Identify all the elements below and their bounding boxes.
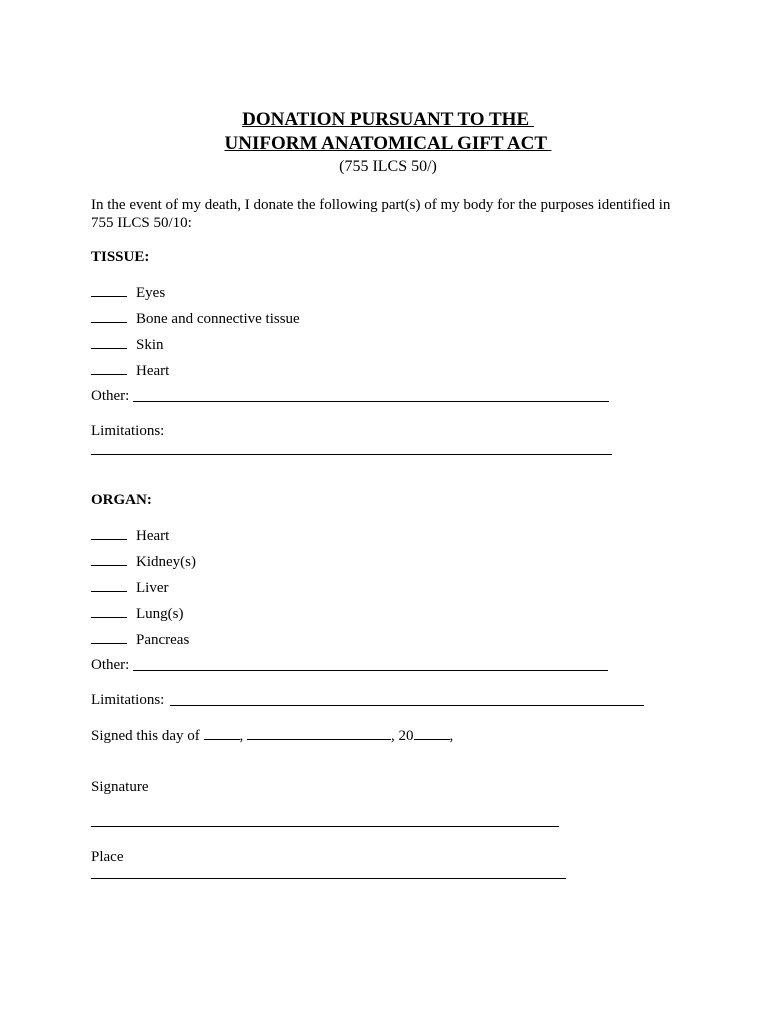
organ-other-field[interactable] xyxy=(133,670,608,671)
organ-item-label: Lung(s) xyxy=(136,606,184,622)
organ-item-label: Heart xyxy=(136,528,170,544)
tissue-item-eyes[interactable] xyxy=(91,283,165,302)
organ-other-label: Other: xyxy=(91,657,130,673)
signed-date-line xyxy=(91,726,453,745)
organ-heading: ORGAN: xyxy=(91,492,152,508)
tissue-other-field[interactable] xyxy=(133,401,609,402)
signed-prefix: Signed this day of xyxy=(91,728,200,744)
organ-item-label: Pancreas xyxy=(136,632,190,648)
signed-comma: , xyxy=(239,728,244,744)
title-line-1: DONATION PURSUANT TO THE xyxy=(242,109,534,130)
tissue-item-label: Skin xyxy=(136,337,164,353)
tissue-other-label: Other: xyxy=(91,388,130,404)
organ-item-pancreas[interactable] xyxy=(91,630,189,649)
signed-month-field[interactable] xyxy=(247,726,391,740)
checkbox-blank[interactable] xyxy=(91,283,127,297)
tissue-limitations-label: Limitations: xyxy=(91,423,165,439)
organ-item-liver[interactable] xyxy=(91,578,168,597)
place-field[interactable] xyxy=(91,878,566,879)
tissue-limitations-field[interactable] xyxy=(91,454,612,455)
checkbox-blank[interactable] xyxy=(91,335,127,349)
signed-year-field[interactable] xyxy=(414,726,450,740)
checkbox-blank[interactable] xyxy=(91,361,127,375)
organ-item-lungs[interactable] xyxy=(91,604,184,623)
organ-limitations-label: Limitations: xyxy=(91,692,165,708)
checkbox-blank[interactable] xyxy=(91,630,127,644)
checkbox-blank[interactable] xyxy=(91,578,127,592)
tissue-item-heart[interactable] xyxy=(91,361,169,380)
signed-day-field[interactable] xyxy=(204,726,240,740)
tissue-item-label: Eyes xyxy=(136,285,166,301)
title-citation: (755 ILCS 50/) xyxy=(339,158,437,175)
signed-year-prefix: , 20 xyxy=(391,728,414,744)
checkbox-blank[interactable] xyxy=(91,552,127,566)
signature-label: Signature xyxy=(91,779,149,795)
signed-suffix: , xyxy=(449,728,454,744)
tissue-item-label: Bone and connective tissue xyxy=(136,311,300,327)
organ-item-label: Kidney(s) xyxy=(136,554,196,570)
tissue-item-skin[interactable] xyxy=(91,335,164,354)
signature-field[interactable] xyxy=(91,826,559,827)
tissue-heading: TISSUE: xyxy=(91,249,150,265)
tissue-item-label: Heart xyxy=(136,363,170,379)
checkbox-blank[interactable] xyxy=(91,309,127,323)
organ-item-kidney[interactable] xyxy=(91,552,196,571)
title-block xyxy=(0,108,770,178)
title-line-2: UNIFORM ANATOMICAL GIFT ACT xyxy=(224,133,552,154)
checkbox-blank[interactable] xyxy=(91,526,127,540)
tissue-item-bone[interactable] xyxy=(91,309,300,328)
organ-item-label: Liver xyxy=(136,580,169,596)
place-label: Place xyxy=(91,849,124,865)
checkbox-blank[interactable] xyxy=(91,604,127,618)
intro-paragraph: In the event of my death, I donate the following part(s) of my body for the purposes identified in 755 ILCS 50/10: xyxy=(91,197,671,231)
organ-limitations-field[interactable] xyxy=(170,705,644,706)
organ-item-heart[interactable] xyxy=(91,526,169,545)
